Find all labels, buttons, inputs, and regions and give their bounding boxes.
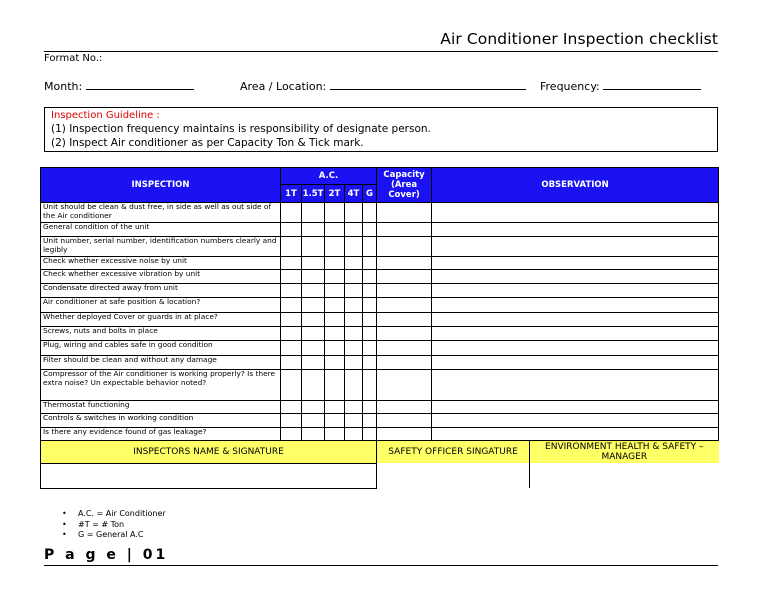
- capacity-cell[interactable]: [377, 237, 432, 257]
- inspection-item: Plug, wiring and cables safe in good condition: [41, 341, 281, 356]
- check-1t[interactable]: [281, 203, 302, 223]
- check-g[interactable]: [363, 223, 377, 237]
- check-4t[interactable]: [345, 270, 363, 284]
- table-row: [41, 257, 719, 270]
- check-2t[interactable]: [325, 356, 345, 370]
- check-1t[interactable]: [281, 313, 302, 327]
- check-2t[interactable]: [325, 414, 345, 428]
- check-1-5t[interactable]: [302, 414, 325, 428]
- capacity-cell[interactable]: [377, 428, 432, 441]
- check-2t[interactable]: [325, 284, 345, 298]
- capacity-cell[interactable]: [377, 257, 432, 270]
- check-1-5t[interactable]: [302, 401, 325, 414]
- check-1t[interactable]: [281, 341, 302, 356]
- inspection-guideline-box: [44, 107, 718, 152]
- capacity-cell[interactable]: [377, 327, 432, 341]
- capacity-cell[interactable]: [377, 414, 432, 428]
- table-row: [41, 223, 719, 237]
- table-row: [41, 370, 719, 401]
- check-1-5t[interactable]: [302, 341, 325, 356]
- check-1-5t[interactable]: [302, 370, 325, 401]
- table-row: [41, 401, 719, 414]
- month-field: [44, 80, 194, 93]
- check-4t[interactable]: [345, 298, 363, 313]
- capacity-cell[interactable]: [377, 284, 432, 298]
- observation-cell[interactable]: [432, 298, 719, 313]
- check-g[interactable]: [363, 356, 377, 370]
- capacity-cell[interactable]: [377, 203, 432, 223]
- observation-cell[interactable]: [432, 237, 719, 257]
- check-4t[interactable]: [345, 237, 363, 257]
- check-1-5t[interactable]: [302, 257, 325, 270]
- check-1-5t[interactable]: [302, 270, 325, 284]
- capacity-cell[interactable]: [377, 370, 432, 401]
- area-label: Area / Location:: [240, 80, 327, 93]
- check-g[interactable]: [363, 284, 377, 298]
- inspection-item: Filter should be clean and without any damage: [41, 356, 281, 370]
- observation-cell[interactable]: [432, 270, 719, 284]
- inspectors-signature-header: INSPECTORS NAME & SIGNATURE: [41, 441, 377, 464]
- observation-header: OBSERVATION: [432, 168, 719, 203]
- observation-cell[interactable]: [432, 313, 719, 327]
- inspection-item: Check whether excessive vibration by unit: [41, 270, 281, 284]
- ac-col-4t: 4T: [345, 185, 363, 203]
- observation-cell[interactable]: [432, 257, 719, 270]
- table-row: [41, 203, 719, 223]
- table-row: [41, 356, 719, 370]
- inspection-item: Unit should be clean & dust free, in side as well as out side of the Air conditioner: [41, 203, 281, 223]
- ac-col-1-5t: 1.5T: [302, 185, 325, 203]
- check-4t[interactable]: [345, 223, 363, 237]
- check-2t[interactable]: [325, 237, 345, 257]
- observation-cell[interactable]: [432, 203, 719, 223]
- check-1-5t[interactable]: [302, 203, 325, 223]
- observation-cell[interactable]: [432, 356, 719, 370]
- ac-col-g: G: [363, 185, 377, 203]
- format-no-label: Format No.:: [44, 53, 103, 64]
- month-label: Month:: [44, 80, 83, 93]
- capacity-cell[interactable]: [377, 223, 432, 237]
- check-2t[interactable]: [325, 298, 345, 313]
- capacity-cell[interactable]: [377, 341, 432, 356]
- check-4t[interactable]: [345, 428, 363, 441]
- observation-cell[interactable]: [432, 401, 719, 414]
- check-1-5t[interactable]: [302, 356, 325, 370]
- check-4t[interactable]: [345, 284, 363, 298]
- check-g[interactable]: [363, 414, 377, 428]
- guideline-title: Inspection Guideline :: [51, 110, 160, 121]
- check-g[interactable]: [363, 341, 377, 356]
- guideline-line-2: (2) Inspect Air conditioner as per Capacity Ton & Tick mark.: [51, 137, 364, 149]
- check-2t[interactable]: [325, 203, 345, 223]
- safety-officer-signature-header: SAFETY OFFICER SINGATURE: [377, 441, 530, 463]
- area-field: [240, 80, 526, 93]
- inspectors-signature-cell[interactable]: [41, 463, 377, 488]
- observation-cell[interactable]: [432, 223, 719, 237]
- guideline-line-1: (1) Inspection frequency maintains is responsibility of designate person.: [51, 123, 431, 135]
- ehs-manager-signature-header: ENVIRONMENT HEALTH & SAFETY – MANAGER: [545, 442, 704, 462]
- check-g[interactable]: [363, 203, 377, 223]
- capacity-cell[interactable]: [377, 313, 432, 327]
- check-g[interactable]: [363, 327, 377, 341]
- capacity-cell[interactable]: [377, 401, 432, 414]
- check-2t[interactable]: [325, 401, 345, 414]
- table-row: [41, 327, 719, 341]
- check-g[interactable]: [363, 370, 377, 401]
- check-2t[interactable]: [325, 223, 345, 237]
- inspection-item: Check whether excessive noise by unit: [41, 257, 281, 270]
- check-4t[interactable]: [345, 203, 363, 223]
- capacity-cell[interactable]: [377, 356, 432, 370]
- capacity-cell[interactable]: [377, 270, 432, 284]
- check-g[interactable]: [363, 237, 377, 257]
- check-4t[interactable]: [345, 356, 363, 370]
- check-1-5t[interactable]: [302, 313, 325, 327]
- checklist-table: [40, 167, 719, 489]
- check-1-5t[interactable]: [302, 223, 325, 237]
- check-1t[interactable]: [281, 428, 302, 441]
- table-row: [41, 414, 719, 428]
- check-2t[interactable]: [325, 341, 345, 356]
- footer-rule: [44, 565, 718, 566]
- check-2t[interactable]: [325, 428, 345, 441]
- ac-header: A.C.: [281, 168, 377, 185]
- table-row: [41, 313, 719, 327]
- check-1-5t[interactable]: [302, 237, 325, 257]
- check-1t[interactable]: [281, 414, 302, 428]
- capacity-cell[interactable]: [377, 298, 432, 313]
- check-g[interactable]: [363, 401, 377, 414]
- observation-cell[interactable]: [432, 414, 719, 428]
- safety-officer-signature-cell[interactable]: [377, 463, 530, 488]
- month-blank[interactable]: [86, 80, 194, 90]
- check-4t[interactable]: [345, 370, 363, 401]
- page-number: P a g e | 01: [44, 547, 169, 563]
- title-rule: [44, 51, 718, 52]
- table-row: [41, 270, 719, 284]
- check-g[interactable]: [363, 257, 377, 270]
- frequency-label: Frequency:: [540, 80, 600, 93]
- ac-col-1t: 1T: [281, 185, 302, 203]
- capacity-header: Capacity (Area Cover): [377, 168, 432, 203]
- document-title: Air Conditioner Inspection checklist: [440, 30, 718, 48]
- inspection-item: Whether deployed Cover or guards in at place?: [41, 313, 281, 327]
- check-1t[interactable]: [281, 284, 302, 298]
- check-1-5t[interactable]: [302, 428, 325, 441]
- check-1-5t[interactable]: [302, 298, 325, 313]
- check-2t[interactable]: [325, 313, 345, 327]
- check-g[interactable]: [363, 298, 377, 313]
- table-row: [41, 298, 719, 313]
- inspection-header: INSPECTION: [41, 168, 281, 203]
- inspection-item: Is there any evidence found of gas leakage?: [41, 428, 281, 441]
- check-1t[interactable]: [281, 237, 302, 257]
- inspection-item: Condensate directed away from unit: [41, 284, 281, 298]
- table-row: [41, 341, 719, 356]
- observation-cell[interactable]: [432, 428, 719, 441]
- check-4t[interactable]: [345, 257, 363, 270]
- check-1-5t[interactable]: [302, 284, 325, 298]
- check-4t[interactable]: [345, 327, 363, 341]
- legend-item: • #T = # Ton: [62, 519, 125, 529]
- inspection-item: Controls & switches in working condition: [41, 414, 281, 428]
- check-g[interactable]: [363, 313, 377, 327]
- legend-item: • G = General A.C: [62, 530, 144, 539]
- check-1t[interactable]: [281, 270, 302, 284]
- check-4t[interactable]: [345, 341, 363, 356]
- ehs-manager-signature-cell[interactable]: [530, 463, 719, 488]
- observation-cell[interactable]: [432, 327, 719, 341]
- legend-list: [62, 509, 166, 541]
- check-1t[interactable]: [281, 298, 302, 313]
- table-row: [41, 428, 719, 441]
- ac-col-2t: 2T: [325, 185, 345, 203]
- observation-cell[interactable]: [432, 341, 719, 356]
- table-row: [41, 237, 719, 257]
- check-1t[interactable]: [281, 223, 302, 237]
- check-4t[interactable]: [345, 414, 363, 428]
- inspection-item: Compressor of the Air conditioner is working properly? Is there extra noise? Un expectable behavior noted?: [41, 370, 281, 401]
- inspection-item: Air conditioner at safe position & location?: [41, 298, 281, 313]
- check-2t[interactable]: [325, 270, 345, 284]
- check-g[interactable]: [363, 270, 377, 284]
- check-1t[interactable]: [281, 356, 302, 370]
- check-2t[interactable]: [325, 327, 345, 341]
- check-4t[interactable]: [345, 313, 363, 327]
- inspection-item: Thermostat functioning: [41, 401, 281, 414]
- observation-cell[interactable]: [432, 370, 719, 401]
- check-1t[interactable]: [281, 370, 302, 401]
- inspection-item: General condition of the unit: [41, 223, 281, 237]
- table-row: [41, 284, 719, 298]
- check-1-5t[interactable]: [302, 327, 325, 341]
- check-4t[interactable]: [345, 401, 363, 414]
- check-1t[interactable]: [281, 257, 302, 270]
- check-2t[interactable]: [325, 257, 345, 270]
- check-g[interactable]: [363, 428, 377, 441]
- inspection-item: Screws, nuts and bolts in place: [41, 327, 281, 341]
- frequency-field: [540, 80, 701, 93]
- check-2t[interactable]: [325, 370, 345, 401]
- legend-item: • A.C. = Air Conditioner: [62, 509, 166, 518]
- check-1t[interactable]: [281, 401, 302, 414]
- area-blank[interactable]: [330, 80, 526, 90]
- frequency-blank[interactable]: [603, 80, 701, 90]
- inspection-item: Unit number, serial number, identification numbers clearly and legibly: [41, 237, 281, 257]
- observation-cell[interactable]: [432, 284, 719, 298]
- check-1t[interactable]: [281, 327, 302, 341]
